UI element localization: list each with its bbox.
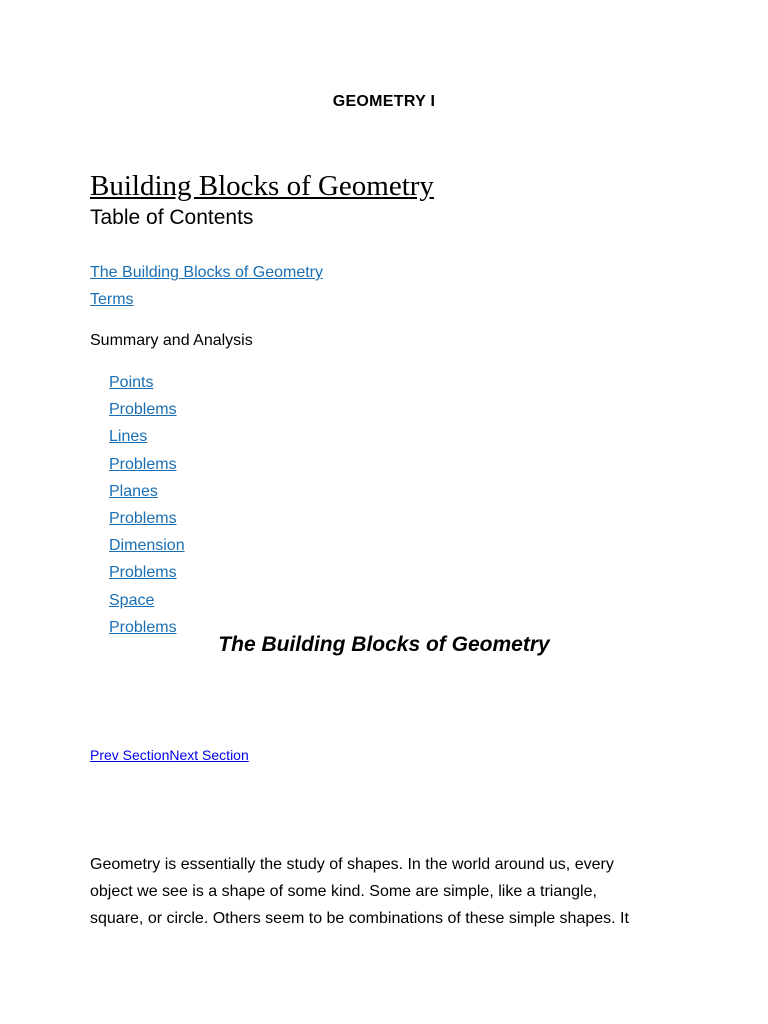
body-paragraph xyxy=(90,851,690,932)
toc-link-problems[interactable]: Problems xyxy=(109,510,177,528)
summary-heading: Summary and Analysis xyxy=(90,332,253,349)
body-line: square, or circle. Others seem to be combinations of these simple shapes. It xyxy=(90,910,629,927)
body-line: Geometry is essentially the study of shapes. In the world around us, every xyxy=(90,856,614,873)
page-title: Building Blocks of Geometry xyxy=(90,170,434,202)
toc-link-lines[interactable]: Lines xyxy=(109,428,148,446)
section-nav xyxy=(90,747,249,763)
document-header: GEOMETRY I xyxy=(332,93,436,110)
toc-heading: Table of Contents xyxy=(90,206,254,229)
toc-link-building-blocks[interactable]: The Building Blocks of Geometry xyxy=(90,264,323,281)
toc-link-terms[interactable]: Terms xyxy=(90,291,134,308)
toc-link-points[interactable]: Points xyxy=(109,374,154,391)
toc-link-planes[interactable]: Planes xyxy=(109,482,158,500)
section-title: The Building Blocks of Geometry xyxy=(218,633,550,656)
toc-sub-links xyxy=(109,369,185,641)
toc-top-links xyxy=(90,259,323,313)
prev-section-link[interactable]: Prev Section xyxy=(90,747,170,763)
body-line: object we see is a shape of some kind. Some are simple, like a triangle, xyxy=(90,883,597,900)
toc-link-problems[interactable]: Problems xyxy=(109,618,177,636)
toc-link-problems[interactable]: Problems xyxy=(109,401,177,419)
toc-link-space[interactable]: Space xyxy=(109,591,155,609)
toc-link-problems[interactable]: Problems xyxy=(109,455,177,473)
toc-link-problems[interactable]: Problems xyxy=(109,564,177,582)
next-section-link[interactable]: Next Section xyxy=(169,747,249,763)
toc-link-dimension[interactable]: Dimension xyxy=(109,537,185,555)
